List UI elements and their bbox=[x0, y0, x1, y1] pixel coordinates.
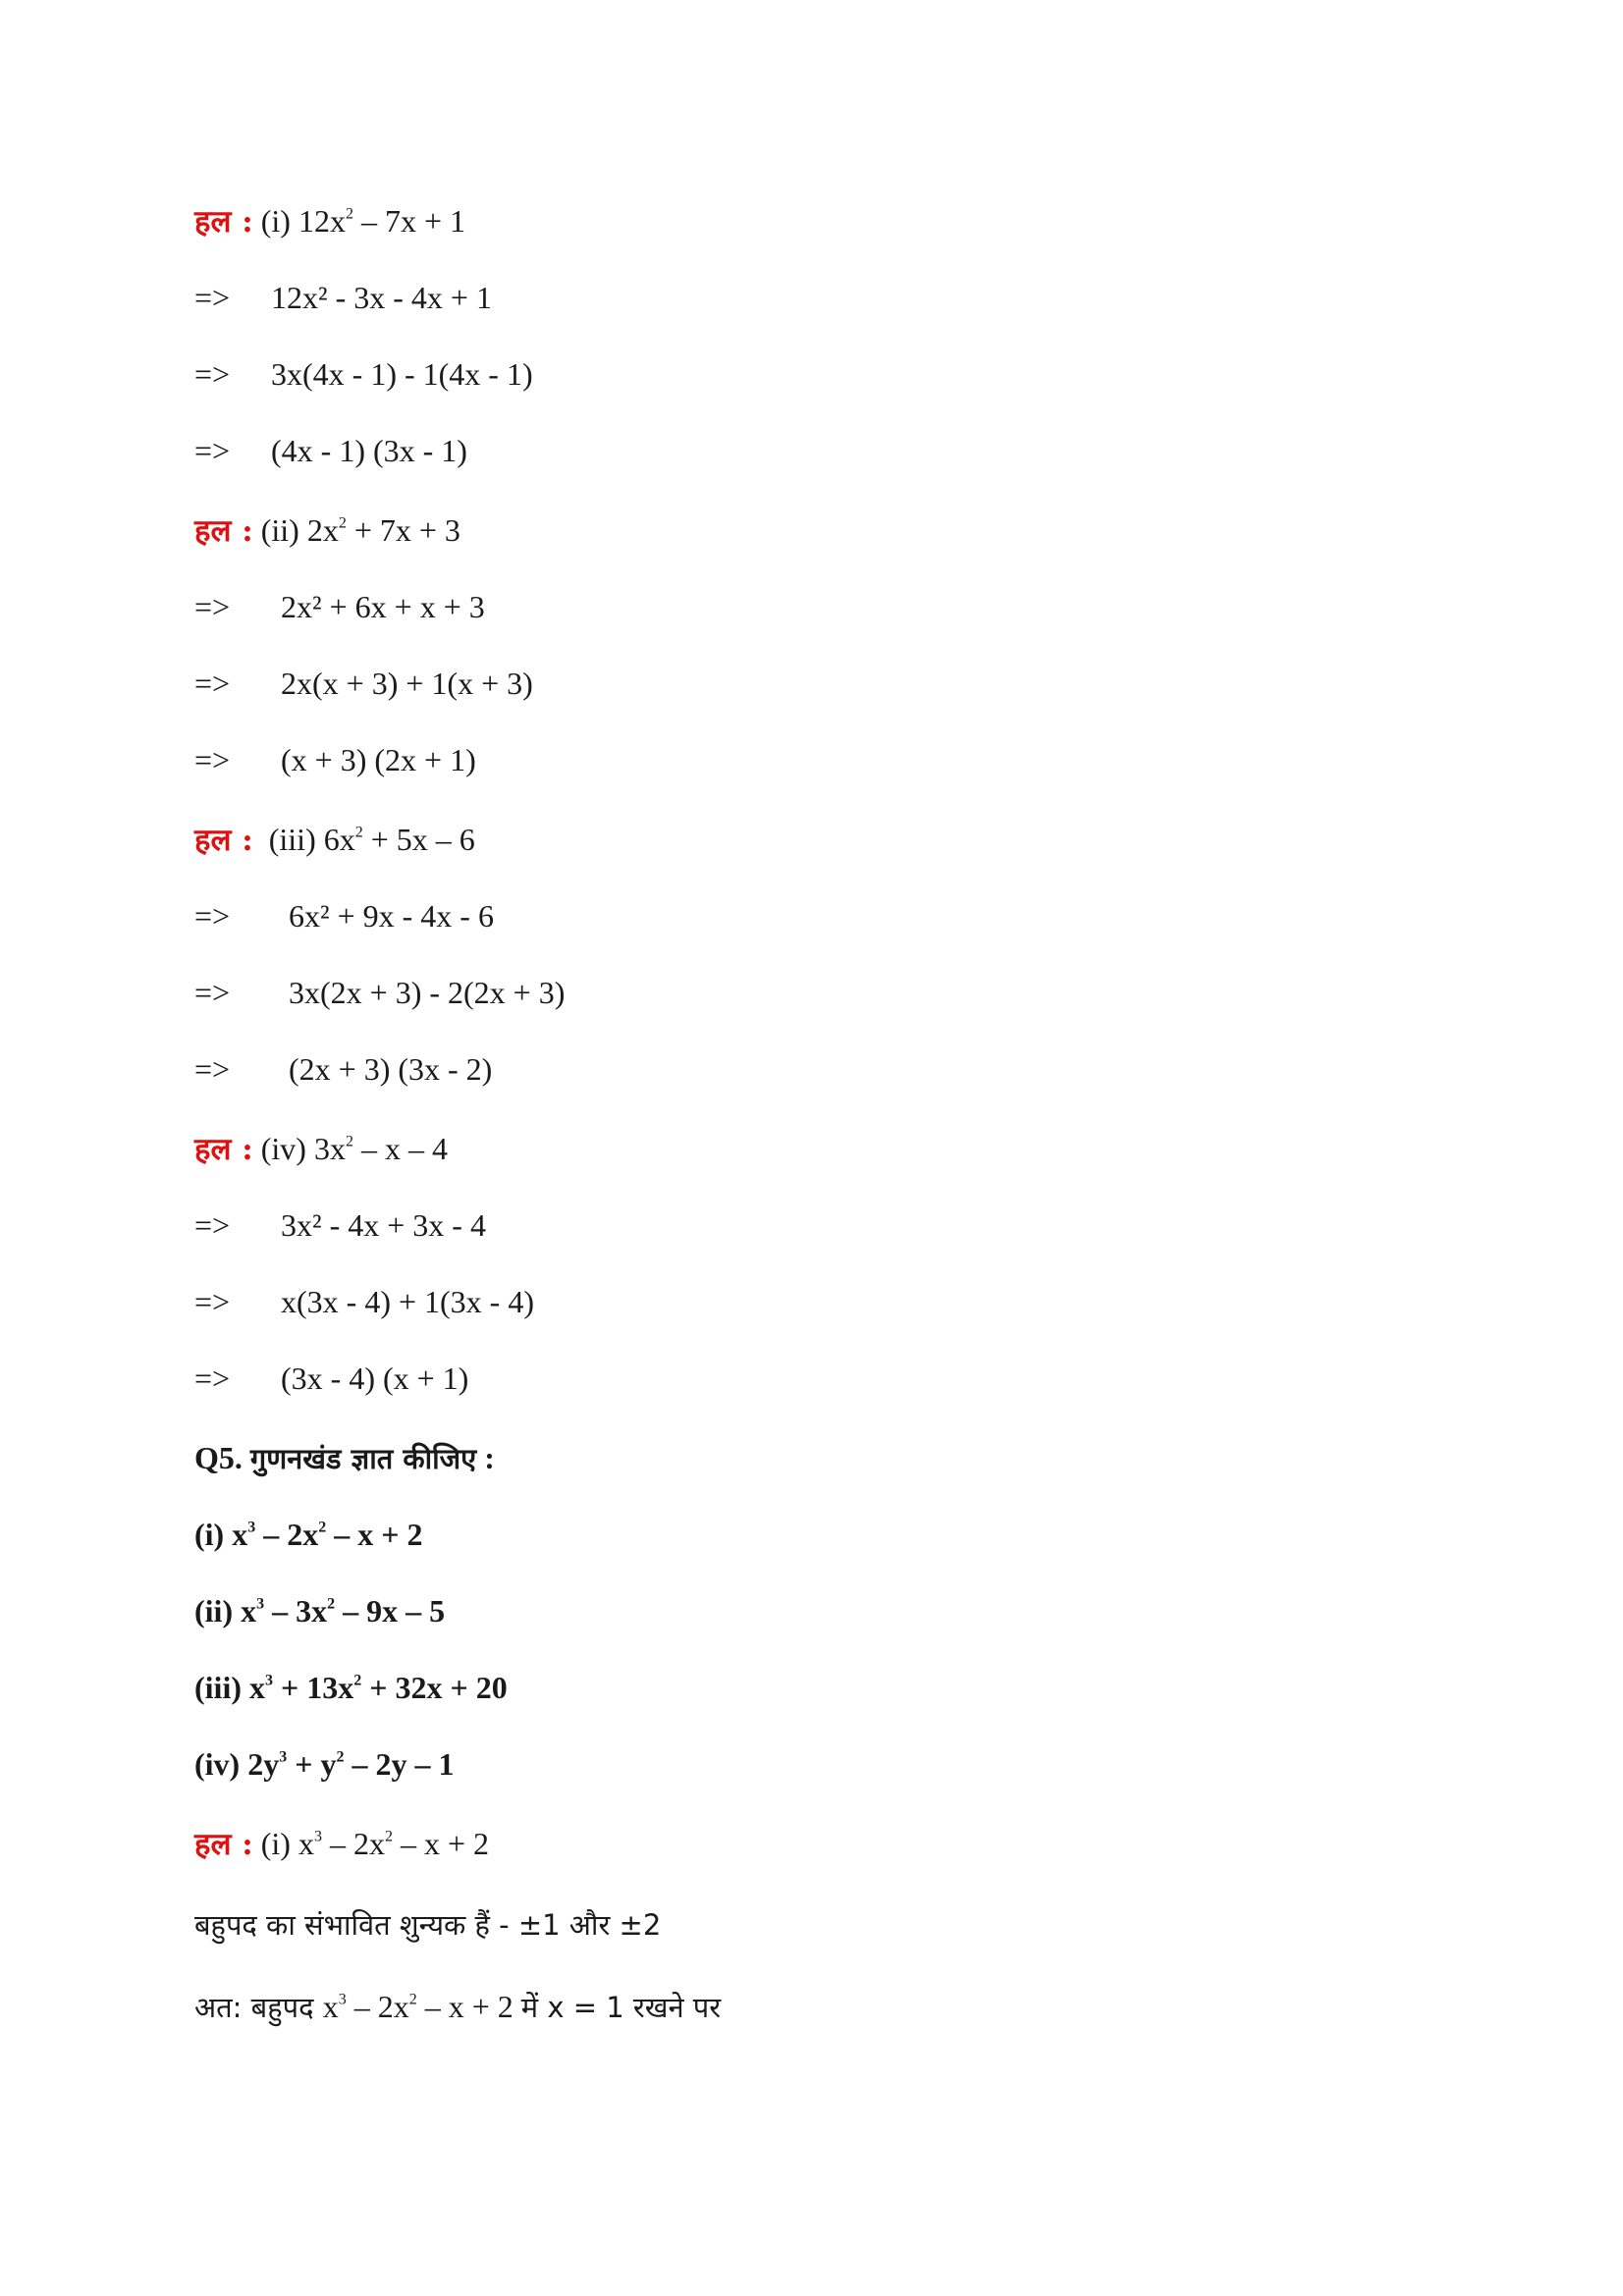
step-line: => 3x(2x + 3) - 2(2x + 3) bbox=[194, 975, 566, 1010]
implies-arrow: => bbox=[194, 975, 231, 1010]
step-line: => (3x - 4) (x + 1) bbox=[194, 1361, 469, 1396]
question-part: (ii) $x^3 - 3x^2 - 9x - 5$ bbox=[194, 1593, 446, 1629]
hal-label: हल bbox=[194, 513, 232, 549]
part-number: (ii) bbox=[260, 512, 299, 548]
step-line: => 12x² - 3x - 4x + 1 bbox=[194, 280, 492, 315]
implies-arrow: => bbox=[194, 1051, 231, 1087]
hal-label: हल bbox=[194, 1827, 232, 1862]
implies-arrow: => bbox=[194, 356, 231, 392]
implies-arrow: => bbox=[194, 666, 231, 701]
part-number: (i) bbox=[260, 203, 291, 239]
implies-arrow: => bbox=[194, 589, 231, 624]
part-number: (iv) bbox=[260, 1131, 306, 1166]
question-part: (i) $x^3 - 2x^2 - x + 2$ bbox=[194, 1517, 423, 1552]
step-line: => 3x(4x - 1) - 1(4x - 1) bbox=[194, 356, 533, 392]
solution-heading-q5: हल : (i) $x^3 - 2x^2 - x + 2$ bbox=[194, 1826, 489, 1862]
implies-arrow: => bbox=[194, 280, 231, 315]
question-number: Q5. bbox=[194, 1440, 243, 1475]
question-part: (iii) $x^3 + 13x^2 + 32x + 20$ bbox=[194, 1670, 508, 1705]
implies-arrow: => bbox=[194, 742, 231, 777]
hal-label: हल bbox=[194, 1132, 232, 1167]
step-line: => 2x² + 6x + x + 3 bbox=[194, 589, 485, 624]
hal-label: हल bbox=[194, 204, 232, 240]
step-line: => 3x² - 4x + 3x - 4 bbox=[194, 1207, 486, 1243]
implies-arrow: => bbox=[194, 1207, 231, 1243]
implies-arrow: => bbox=[194, 1361, 231, 1396]
step-line: => x(3x - 4) + 1(3x - 4) bbox=[194, 1284, 534, 1319]
hal-label: हल bbox=[194, 823, 232, 858]
possible-zeros-text: बहुपद का संभावित शुन्यक हैं - ±1 और ±2 bbox=[194, 1908, 662, 1942]
solution-heading-1: हल : (i) $12x^2 - 7x + 1$ bbox=[194, 203, 465, 240]
implies-arrow: => bbox=[194, 433, 231, 468]
step-line: => (2x + 3) (3x - 2) bbox=[194, 1051, 493, 1087]
substitution-text: अत: बहुपद $x^3 - 2x^2 - x + 2$ में x = 1 रखने पर bbox=[194, 1989, 722, 2024]
step-line: => (4x - 1) (3x - 1) bbox=[194, 433, 467, 468]
implies-arrow: => bbox=[194, 898, 231, 934]
solution-heading-3: हल : (iii) $6x^2 + 5x - 6$ bbox=[194, 822, 475, 858]
question-title: गुणनखंड ज्ञात कीजिए bbox=[249, 1442, 477, 1475]
solution-heading-4: हल : (iv) $3x^2$ – x – 4 bbox=[194, 1131, 448, 1167]
question-heading: Q5. गुणनखंड ज्ञात कीजिए : bbox=[194, 1440, 495, 1475]
question-part: (iv) $2y^3 + y^2 - 2y - 1$ bbox=[194, 1746, 455, 1782]
implies-arrow: => bbox=[194, 1284, 231, 1319]
step-line: => (x + 3) (2x + 1) bbox=[194, 742, 476, 777]
part-number: (iii) bbox=[268, 822, 316, 857]
step-line: => 2x(x + 3) + 1(x + 3) bbox=[194, 666, 533, 701]
solution-heading-2: हल : (ii) $2x^2 + 7x + 3$ bbox=[194, 512, 460, 549]
step-line: => 6x² + 9x - 4x - 6 bbox=[194, 898, 494, 934]
